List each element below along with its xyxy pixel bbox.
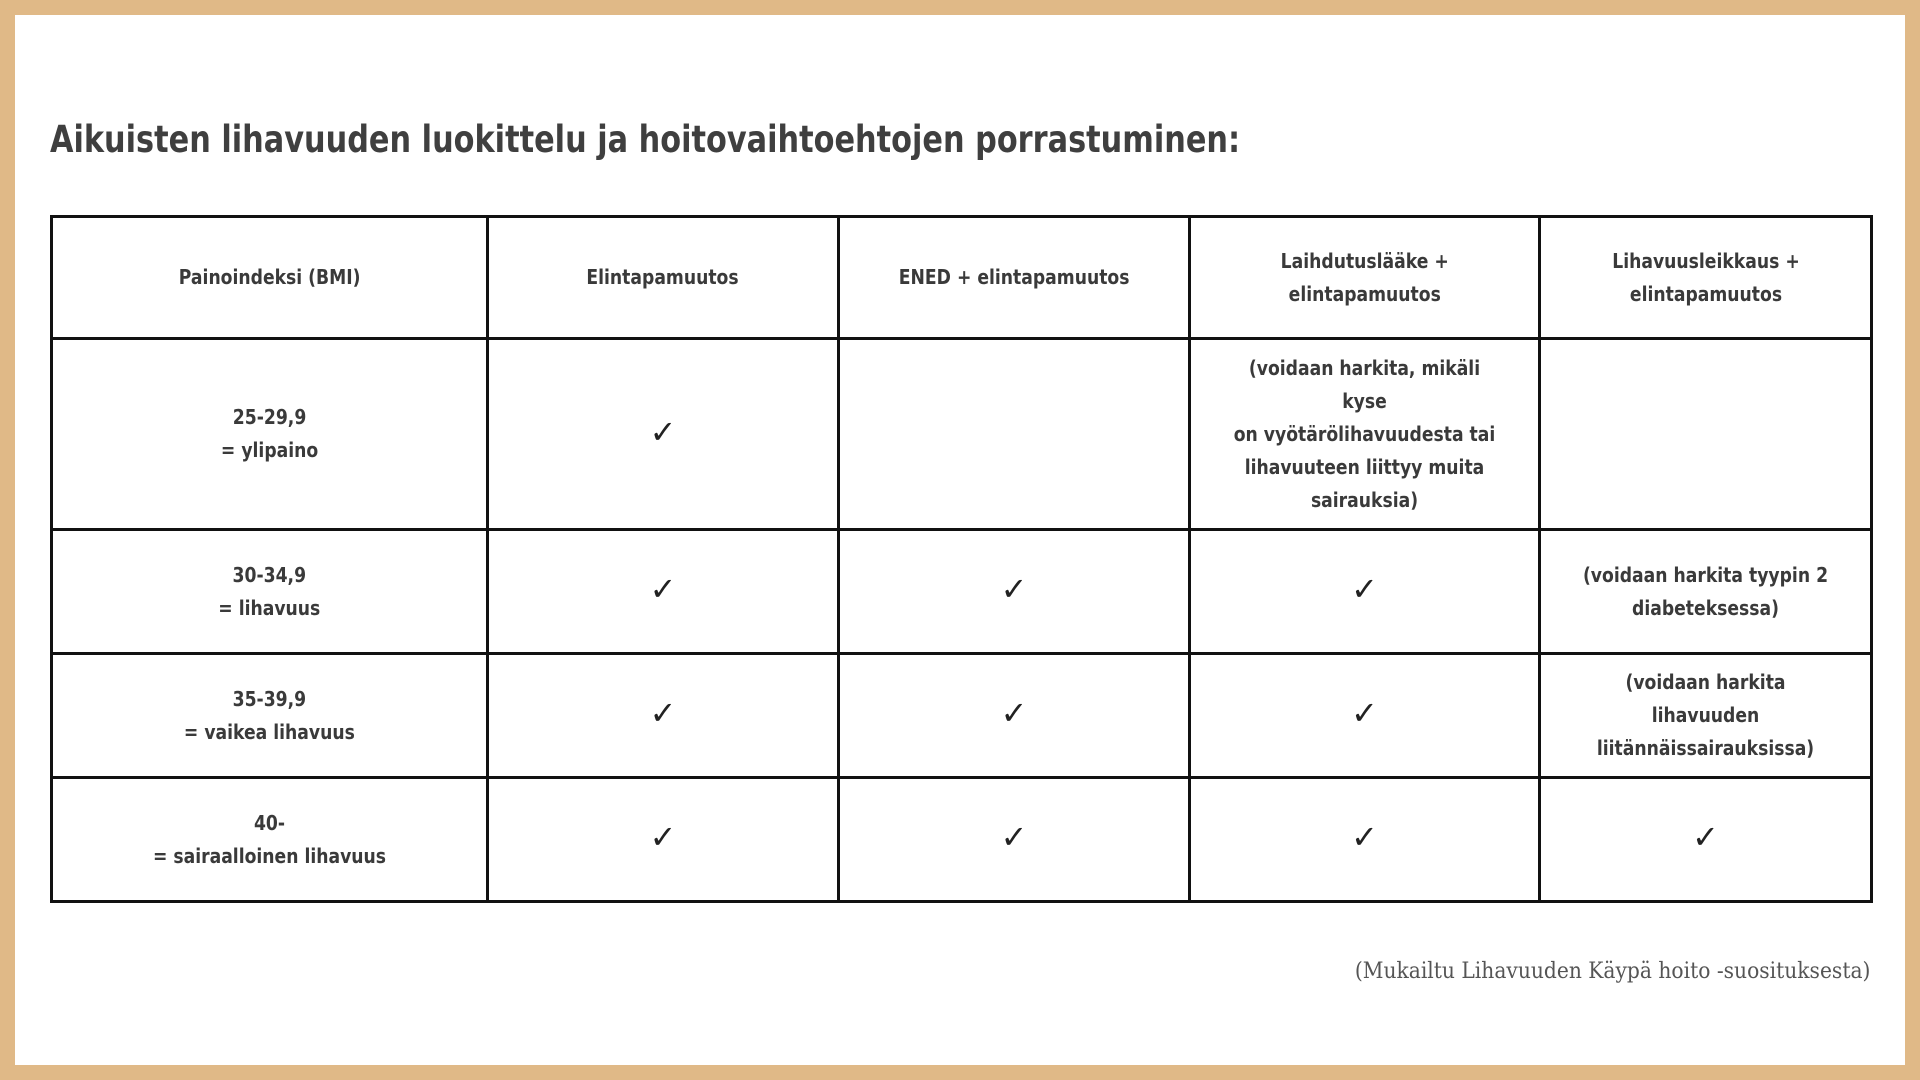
treatment-cell — [1540, 778, 1872, 902]
cell-line: 25-29,9 — [232, 405, 307, 429]
cell-line: Painoindeksi (BMI) — [178, 265, 361, 289]
page — [15, 15, 1905, 1065]
cell-line: Elintapamuutos — [586, 265, 740, 289]
treatment-cell — [488, 530, 839, 654]
checkmark-icon: ✓ — [1351, 818, 1378, 856]
cell-line: 40- — [253, 810, 286, 835]
checkmark-icon: ✓ — [649, 570, 677, 608]
header-cell — [52, 217, 488, 339]
table-row — [52, 530, 1872, 654]
cell-line: (voidaan harkita tyypin 2 — [1582, 562, 1829, 587]
header-cell — [1540, 217, 1872, 339]
treatment-cell — [1190, 778, 1540, 902]
treatment-cell — [488, 654, 839, 778]
cell-line: (voidaan harkita lihavuuden — [1625, 670, 1786, 727]
checkmark-icon: ✓ — [1351, 694, 1378, 732]
checkmark-icon: ✓ — [649, 818, 677, 856]
header-cell — [839, 217, 1190, 339]
checkmark-icon: ✓ — [649, 694, 677, 732]
checkmark-icon: ✓ — [1351, 570, 1378, 608]
treatment-cell — [1540, 339, 1872, 530]
cell-line: = sairaalloinen lihavuus — [152, 843, 387, 868]
cell-line: elintapamuutos — [1629, 281, 1782, 306]
treatment-cell — [1540, 530, 1872, 654]
bmi-treatment-table — [50, 215, 1873, 903]
cell-line: (voidaan harkita, mikäli kyse — [1248, 355, 1481, 413]
cell-line: 35-39,9 — [232, 686, 307, 711]
bmi-cell — [52, 654, 488, 778]
treatment-cell — [839, 530, 1190, 654]
bmi-cell — [52, 530, 488, 654]
cell-line: lihavuuteen liittyy muita — [1244, 454, 1485, 479]
checkmark-icon: ✓ — [1692, 818, 1719, 856]
cell-line: on vyötärölihavuudesta tai — [1233, 421, 1496, 446]
cell-line: Lihavuusleikkaus + — [1611, 248, 1800, 273]
cell-line: = ylipaino — [220, 438, 319, 462]
table-row — [52, 339, 1872, 530]
treatment-cell — [839, 339, 1190, 530]
treatment-cell — [1190, 530, 1540, 654]
treatment-cell — [1190, 339, 1540, 530]
treatment-cell — [839, 778, 1190, 902]
treatment-cell — [1540, 654, 1872, 778]
cell-line: = lihavuus — [218, 595, 321, 620]
cell-line: ENED + elintapamuutos — [898, 265, 1130, 289]
cell-line: Laihdutuslääke + — [1280, 248, 1449, 273]
header-cell — [1190, 217, 1540, 339]
treatment-cell — [839, 654, 1190, 778]
treatment-cell — [488, 778, 839, 902]
bmi-cell — [52, 778, 488, 902]
treatment-cell — [1190, 654, 1540, 778]
header-row — [52, 217, 1872, 339]
cell-line: elintapamuutos — [1288, 281, 1441, 306]
header-cell — [488, 217, 839, 339]
cell-line: liitännäissairauksissa) — [1596, 736, 1815, 760]
page-title: Aikuisten lihavuuden luokittelu ja hoitovaihtoehtojen porrastuminen: — [50, 118, 1241, 161]
cell-line: diabeteksessa) — [1632, 595, 1779, 620]
checkmark-icon: ✓ — [1000, 694, 1028, 732]
table-row — [52, 654, 1872, 778]
cell-line: = vaikea lihavuus — [184, 719, 355, 744]
cell-line: 30-34,9 — [232, 562, 307, 587]
table-row — [52, 778, 1872, 902]
treatment-cell — [488, 339, 839, 530]
checkmark-icon: ✓ — [1000, 818, 1028, 856]
checkmark-icon: ✓ — [649, 412, 677, 451]
checkmark-icon: ✓ — [1000, 570, 1028, 608]
source-note: (Mukailtu Lihavuuden Käypä hoito -suosituksesta) — [1354, 959, 1870, 984]
bmi-cell — [52, 339, 488, 530]
cell-line: sairauksia) — [1310, 487, 1419, 512]
